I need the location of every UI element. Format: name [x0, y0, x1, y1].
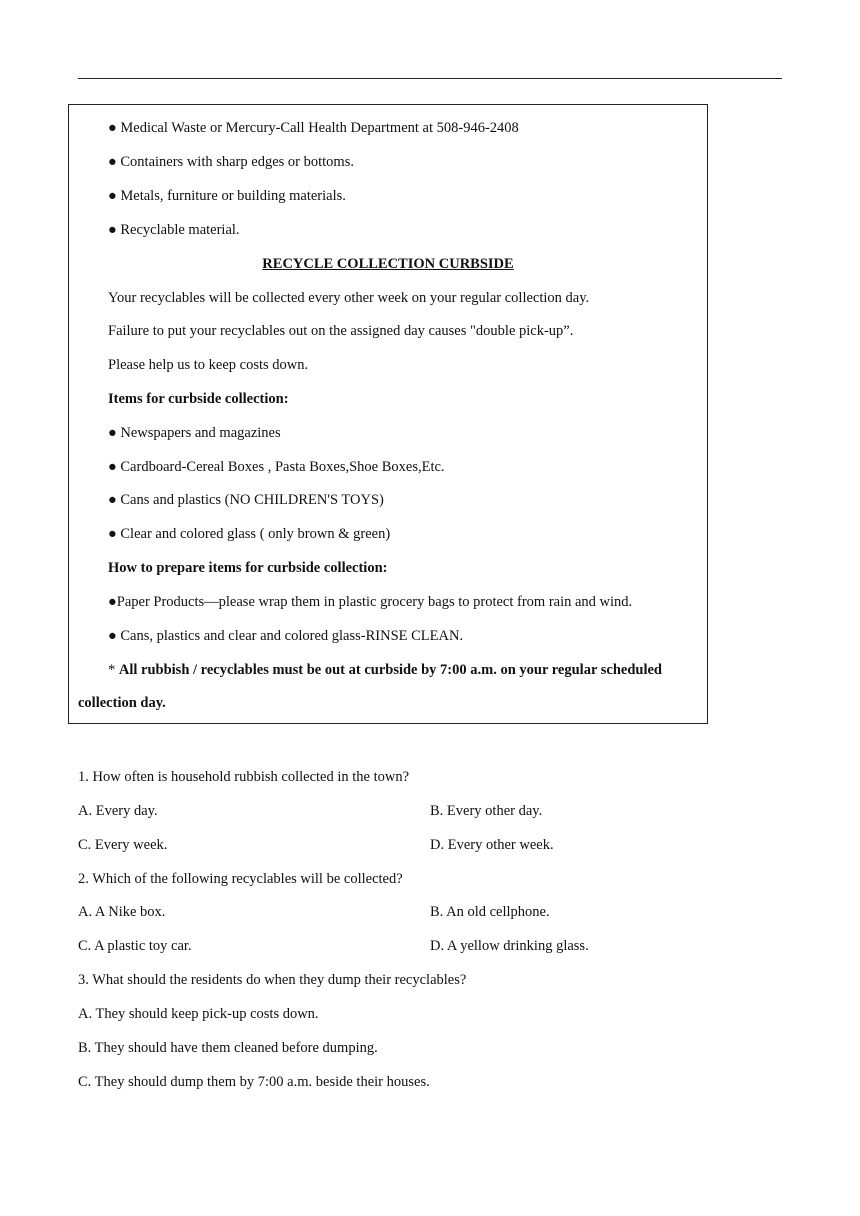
question-2-option-d: D. A yellow drinking glass. [430, 938, 589, 954]
final-note-line2: collection day. [78, 695, 166, 711]
question-3-option-b: B. They should have them cleaned before dumping. [78, 1040, 378, 1056]
question-1: 1. How often is household rubbish collected in the town? [78, 769, 410, 785]
paragraph-schedule: Your recyclables will be collected every other week on your regular collection day. [108, 290, 590, 306]
recycle-collection-heading: RECYCLE COLLECTION CURBSIDE [262, 256, 514, 272]
final-note-star: * [108, 662, 119, 678]
question-2: 2. Which of the following recyclables will be collected? [78, 871, 403, 887]
question-2-option-c: C. A plastic toy car. [78, 938, 192, 954]
excluded-item-metals: ● Metals, furniture or building materials. [108, 188, 346, 204]
question-3-option-a: A. They should keep pick-up costs down. [78, 1006, 319, 1022]
item-cardboard: ● Cardboard-Cereal Boxes , Pasta Boxes,Shoe Boxes,Etc. [108, 459, 445, 475]
excluded-item-containers: ● Containers with sharp edges or bottoms. [108, 154, 354, 170]
prepare-item-rinse: ● Cans, plastics and clear and colored glass-RINSE CLEAN. [108, 628, 464, 644]
question-1-option-b: B. Every other day. [430, 803, 543, 819]
question-2-option-a: A. A Nike box. [78, 904, 166, 920]
excluded-item-recyclable: ● Recyclable material. [108, 222, 240, 238]
question-1-option-d: D. Every other week. [430, 837, 554, 853]
paragraph-double-pickup: Failure to put your recyclables out on the assigned day causes "double pick-up”. [108, 323, 574, 339]
item-newspapers: ● Newspapers and magazines [108, 425, 281, 441]
item-cans-plastics: ● Cans and plastics (NO CHILDREN'S TOYS) [108, 492, 384, 508]
question-3: 3. What should the residents do when they dump their recyclables? [78, 972, 467, 988]
final-note-line1: All rubbish / recyclables must be out at curbside by 7:00 a.m. on your regular scheduled [118, 662, 662, 678]
question-1-option-c: C. Every week. [78, 837, 168, 853]
question-1-option-a: A. Every day. [78, 803, 158, 819]
item-glass: ● Clear and colored glass ( only brown & green) [108, 526, 391, 542]
excluded-item-medical: ● Medical Waste or Mercury-Call Health Department at 508-946-2408 [108, 120, 519, 136]
paragraph-costs: Please help us to keep costs down. [108, 357, 309, 373]
prepare-heading: How to prepare items for curbside collection: [108, 560, 388, 576]
items-heading: Items for curbside collection: [108, 391, 289, 407]
question-2-option-b: B. An old cellphone. [430, 904, 550, 920]
header-rule [78, 78, 782, 79]
prepare-item-paper: ●Paper Products—please wrap them in plastic grocery bags to protect from rain and wind. [108, 594, 633, 610]
question-3-option-c: C. They should dump them by 7:00 a.m. beside their houses. [78, 1074, 430, 1090]
final-note [108, 661, 662, 679]
